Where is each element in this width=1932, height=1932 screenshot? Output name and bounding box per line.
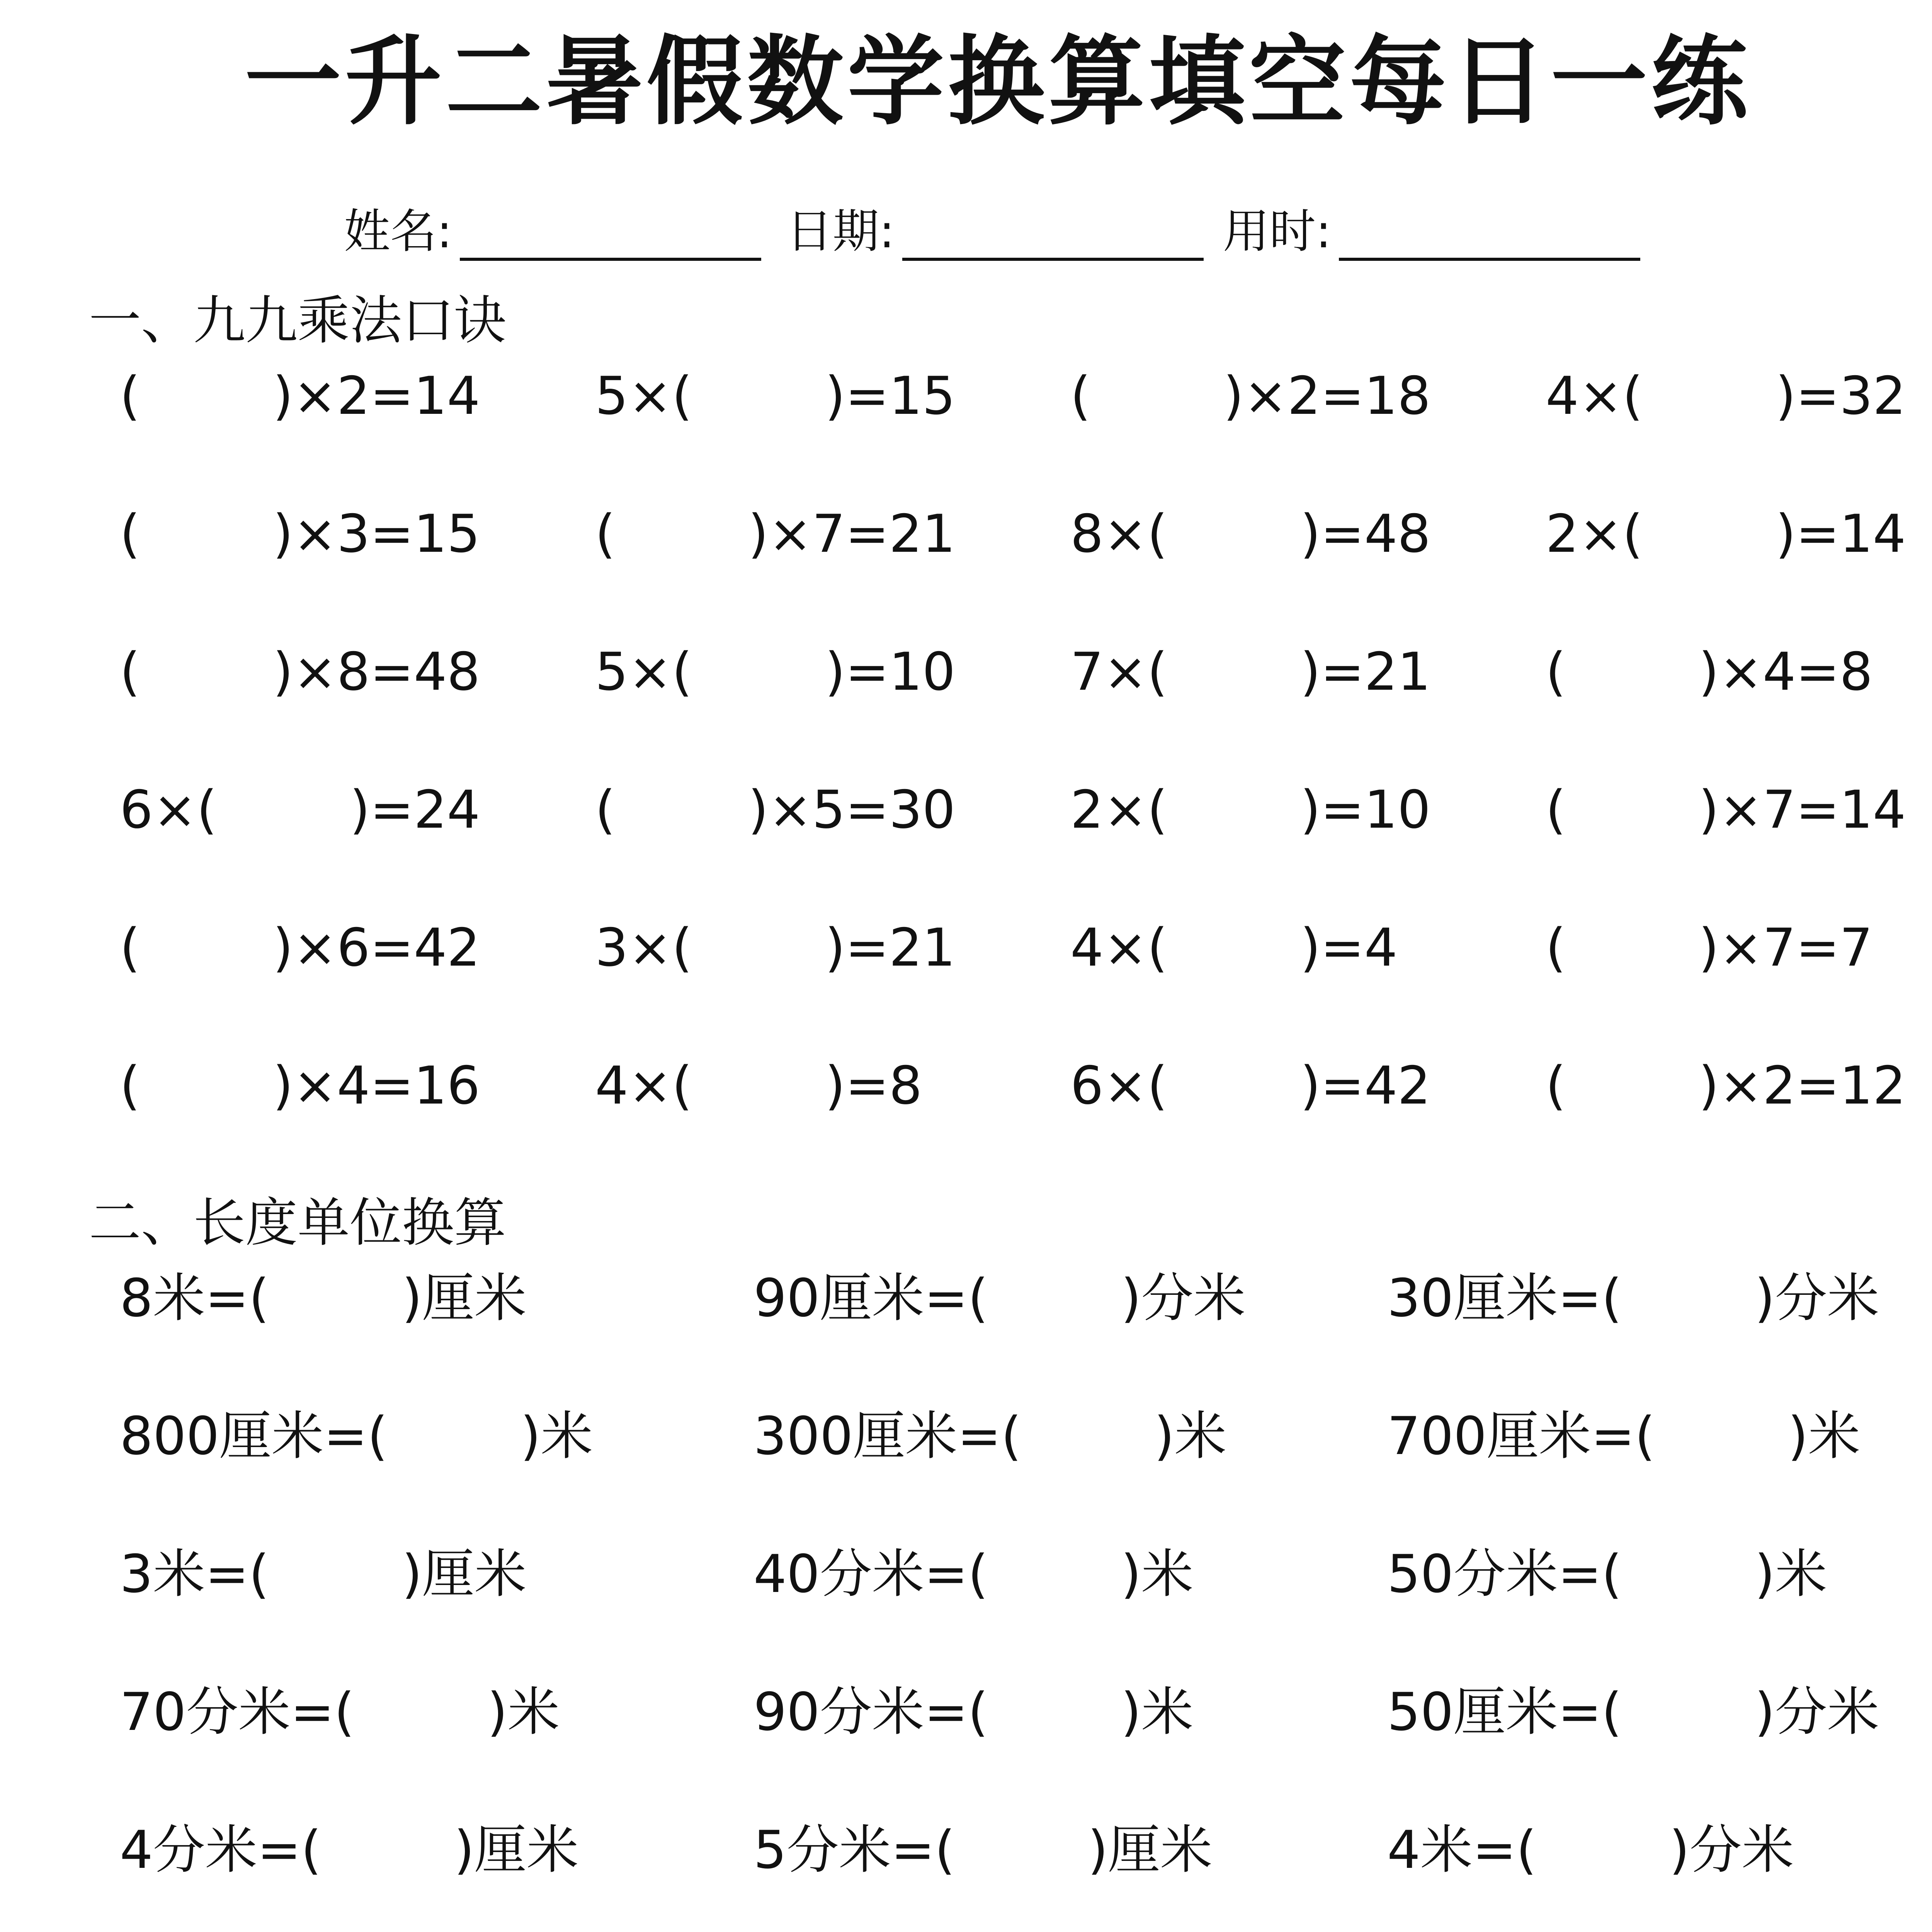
date-blank[interactable] — [902, 219, 1204, 261]
exercise-item[interactable]: ( )×7=14 — [1546, 779, 1906, 840]
exercise-item[interactable]: ( )×7=21 — [595, 503, 956, 564]
exercise-item[interactable]: 5分米=( )厘米 — [753, 1820, 1213, 1880]
section-title-multiplication: 一、九九乘法口诀 — [89, 290, 506, 351]
date-label: 日期: — [786, 205, 895, 259]
exercise-item[interactable]: 4×( )=32 — [1546, 366, 1906, 426]
exercise-item[interactable]: 7×( )=21 — [1070, 641, 1431, 702]
exercise-item[interactable]: ( )×2=12 — [1546, 1055, 1906, 1116]
exercise-item[interactable]: 800厘米=( )米 — [120, 1406, 593, 1466]
time-label: 用时: — [1223, 205, 1332, 259]
exercise-item[interactable]: 5×( )=10 — [595, 641, 956, 702]
student-info-line — [0, 203, 1932, 261]
exercise-item[interactable]: 4分米=( )厘米 — [120, 1820, 579, 1880]
exercise-item[interactable]: 700厘米=( )米 — [1387, 1406, 1861, 1466]
exercise-item[interactable]: 30厘米=( )分米 — [1387, 1268, 1879, 1328]
exercise-item[interactable]: 4×( )=8 — [595, 1055, 922, 1116]
page-title: 一升二暑假数学换算填空每日一练 — [245, 24, 1752, 138]
date-field[interactable] — [786, 203, 1204, 261]
exercise-item[interactable]: ( )×6=42 — [120, 917, 480, 978]
name-field[interactable] — [344, 203, 761, 261]
exercise-item[interactable]: 5×( )=15 — [595, 366, 956, 426]
exercise-item[interactable]: 50厘米=( )分米 — [1387, 1682, 1879, 1742]
exercise-item[interactable]: 50分米=( )米 — [1387, 1544, 1827, 1604]
exercise-item[interactable]: 6×( )=24 — [120, 779, 480, 840]
exercise-item[interactable]: 90分米=( )米 — [753, 1682, 1194, 1742]
exercise-item[interactable]: 40分米=( )米 — [753, 1544, 1194, 1604]
exercise-item[interactable]: ( )×2=18 — [1070, 366, 1431, 426]
exercise-item[interactable]: ( )×7=7 — [1546, 917, 1873, 978]
exercise-item[interactable]: 4×( )=4 — [1070, 917, 1398, 978]
name-label: 姓名: — [344, 205, 452, 259]
exercise-item[interactable]: ( )×4=16 — [120, 1055, 480, 1116]
exercise-item[interactable]: ( )×3=15 — [120, 503, 480, 564]
exercise-item[interactable]: ( )×5=30 — [595, 779, 956, 840]
exercise-item[interactable]: ( )×2=14 — [120, 366, 480, 426]
exercise-item[interactable]: ( )×8=48 — [120, 641, 480, 702]
exercise-item[interactable]: 2×( )=14 — [1546, 503, 1906, 564]
section-title-length: 二、长度单位换算 — [89, 1192, 506, 1253]
name-blank[interactable] — [460, 219, 761, 261]
exercise-item[interactable]: 3米=( )厘米 — [120, 1544, 527, 1604]
exercise-item[interactable]: 8米=( )厘米 — [120, 1268, 527, 1328]
exercise-item[interactable]: 4米=( )分米 — [1387, 1820, 1794, 1880]
exercise-item[interactable]: 2×( )=10 — [1070, 779, 1431, 840]
exercise-item[interactable]: 8×( )=48 — [1070, 503, 1431, 564]
exercise-item[interactable]: ( )×4=8 — [1546, 641, 1873, 702]
exercise-item[interactable]: 3×( )=21 — [595, 917, 956, 978]
time-field[interactable] — [1223, 203, 1640, 261]
exercise-item[interactable]: 90厘米=( )分米 — [753, 1268, 1246, 1328]
exercise-item[interactable]: 300厘米=( )米 — [753, 1406, 1227, 1466]
exercise-item[interactable]: 6×( )=42 — [1070, 1055, 1431, 1116]
exercise-item[interactable]: 70分米=( )米 — [120, 1682, 560, 1742]
time-blank[interactable] — [1339, 219, 1640, 261]
